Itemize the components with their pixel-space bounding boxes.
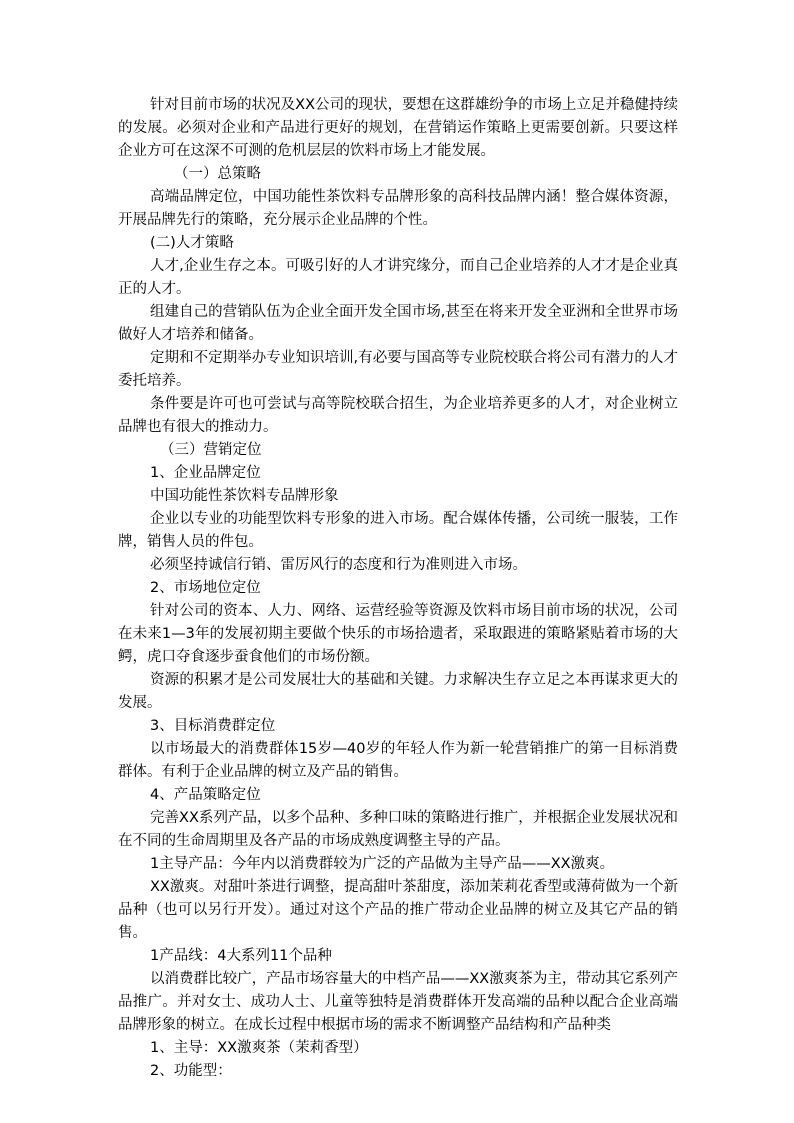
intro-paragraph: 针对目前市场的状况及XX公司的现状，要想在这群雄纷争的市场上立足并稳健持续的发展。必须对企业和产品进行更好的规划，在营销运作策略上更需要创新。只要这样企业方可在这深不可测的危机层层的饮料市场上才能发展。 <box>118 97 678 159</box>
talent-paragraph-4: 条件要是许可也可尝试与高等院校联合招生，为企业培养更多的人才，对企业树立品牌也有很大的推动力。 <box>118 396 678 435</box>
heading-general-strategy: （一）总策略 <box>174 166 261 182</box>
market-position-paragraph-2: 资源的积累才是公司发展壮大的基础和关键。力求解决生存立足之本再谋求更大的发展。 <box>118 672 678 711</box>
brand-image-line: 中国功能性茶饮料专品牌形象 <box>150 488 339 504</box>
product-line-line: 1产品线：4大系列11个品种 <box>150 948 332 964</box>
subheading-product-strategy: 4、产品策略定位 <box>150 787 261 803</box>
subheading-market-position: 2、市场地位定位 <box>150 580 261 596</box>
product-strategy-paragraph-1: 完善XX系列产品，以多个品种、多种口味的策略进行推广，并根据企业发展状况和在不同的生命周期里及各产品的市场成熟度调整主导的产品。 <box>118 810 678 849</box>
heading-marketing-positioning: （三）营销定位 <box>160 442 262 458</box>
document-body <box>118 94 678 1083</box>
product-strategy-paragraph-3: XX激爽。对甜叶茶进行调整，提高甜叶茶甜度，添加茉莉花香型或薄荷做为一个新品种（也可以另行开发）。通过对这个产品的推广带动企业品牌的树立及其它产品的销售。 <box>118 879 678 941</box>
general-strategy-text: 高端品牌定位，中国功能性茶饮料专品牌形象的高科技品牌内涵！整合媒体资源，开展品牌先行的策略，充分展示企业品牌的个性。 <box>118 189 678 228</box>
talent-paragraph-3: 定期和不定期举办专业知识培训,有必要与国高等专业院校联合将公司有潜力的人才委托培养。 <box>118 350 678 389</box>
product-strategy-paragraph-2: 1主导产品：今年内以消费群较为广泛的产品做为主导产品——XX激爽。 <box>150 856 615 872</box>
heading-talent-strategy: (二)人才策略 <box>150 235 234 251</box>
talent-paragraph-2: 组建自己的营销队伍为企业全面开发全国市场,甚至在将来开发全亚洲和全世界市场做好人才培养和储备。 <box>118 304 678 343</box>
product-strategy-paragraph-5: 以消费群比较广，产品市场容量大的中档产品——XX激爽茶为主，带动其它系列产品推广。并对女士、成功人士、儿童等独特是消费群体开发高端的品种以配合企业高端品牌形象的树立。在成长过程中根据市场的需求不断调整产品结构和产品种类 <box>118 971 678 1033</box>
market-position-paragraph-1: 针对公司的资本、人力、网络、运营经验等资源及饮料市场目前市场的状况，公司在未来1—3年的发展初期主要做个快乐的市场拾遗者，采取跟进的策略紧贴着市场的大鳄，虎口夺食逐步蚕食他们的市场份额。 <box>118 603 678 665</box>
subheading-brand-positioning: 1、企业品牌定位 <box>150 465 261 481</box>
brand-paragraph-2: 必须坚持诚信行销、雷厉风行的态度和行为准则进入市场。 <box>150 557 527 573</box>
subheading-target-consumers: 3、目标消费群定位 <box>150 718 276 734</box>
brand-paragraph-1: 企业以专业的功能型饮料专形象的进入市场。配合媒体传播，公司统一服装，工作牌，销售人员的件包。 <box>118 511 678 550</box>
list-item-main-product: 1、主导：XX激爽茶（茉莉香型） <box>150 1040 368 1056</box>
list-item-functional: 2、功能型： <box>150 1063 232 1079</box>
talent-paragraph-1: 人才,企业生存之本。可吸引好的人才讲究缘分，而自己企业培养的人才才是企业真正的人才。 <box>118 258 678 297</box>
target-consumers-paragraph: 以市场最大的消费群体15岁—40岁的年轻人作为新一轮营销推广的第一目标消费群体。有利于企业品牌的树立及产品的销售。 <box>118 741 678 780</box>
